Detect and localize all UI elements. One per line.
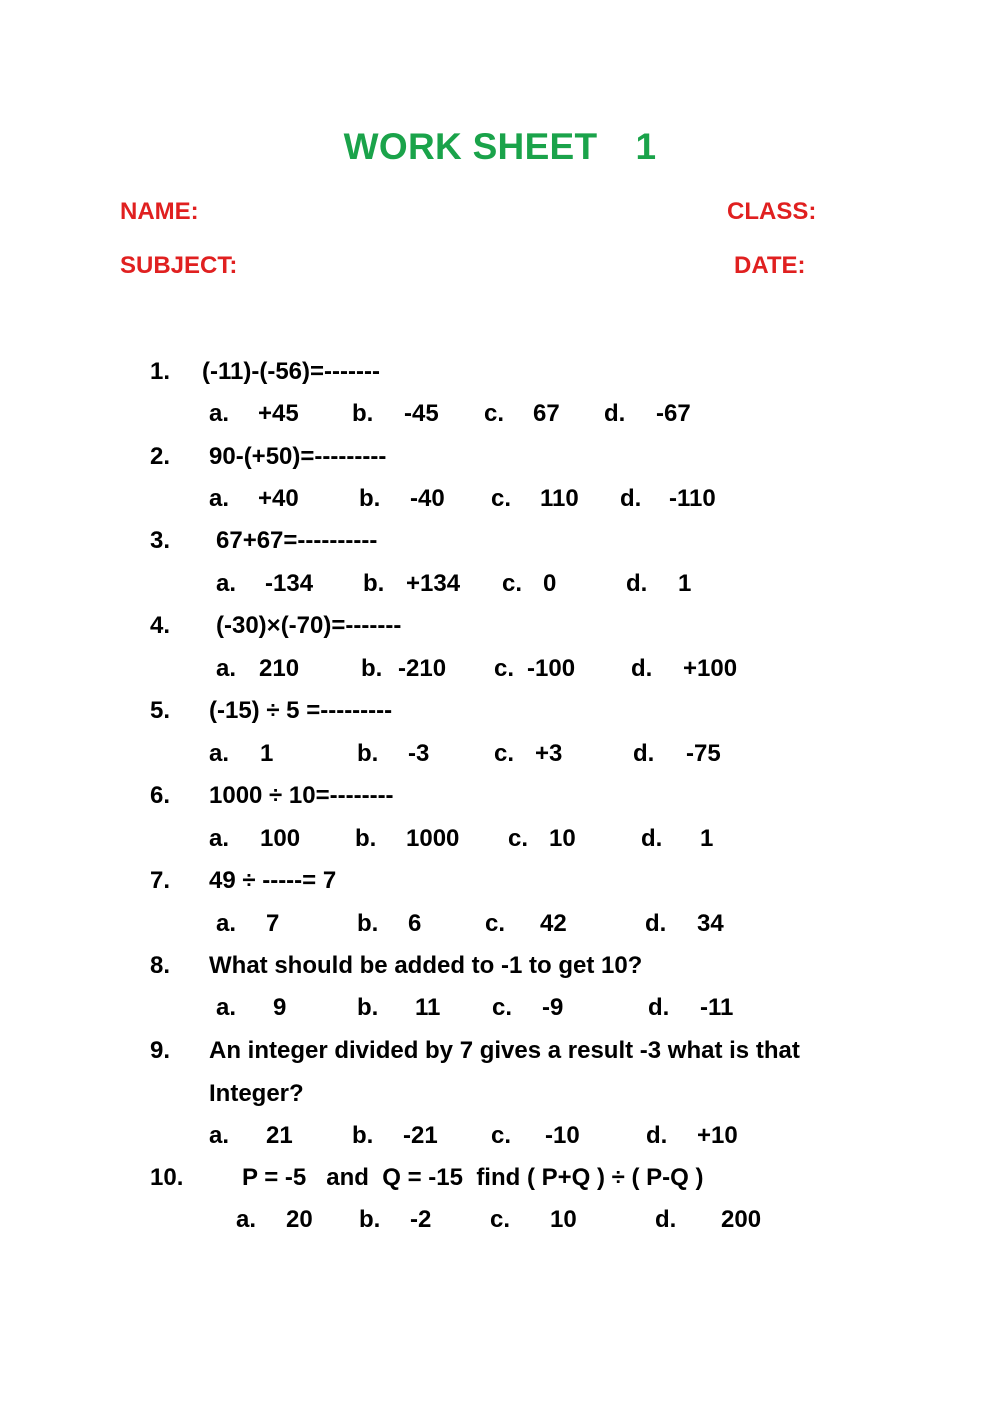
question-text: (-11)-(-56)=-------	[202, 358, 380, 385]
option-value: 7	[266, 910, 280, 937]
option-value: 67	[533, 400, 560, 427]
option-value: 10	[549, 825, 576, 852]
question-number: 7.	[150, 867, 171, 894]
title-number: 1	[635, 126, 657, 167]
option-value: +134	[406, 570, 461, 597]
subject-field-label: SUBJECT:	[120, 252, 238, 279]
option-letter: c.	[490, 1206, 511, 1233]
option-value: 42	[540, 910, 567, 937]
option-value: -45	[404, 400, 439, 427]
option-value: 20	[286, 1206, 313, 1233]
question-number: 9.	[150, 1037, 171, 1064]
option-value: +3	[535, 740, 563, 767]
question-text: (-15) ÷ 5 =---------	[209, 697, 393, 724]
option-letter: a.	[209, 485, 230, 512]
option-value: 0	[543, 570, 557, 597]
option-value: -10	[545, 1122, 580, 1149]
question-text: P = -5 and Q = -15 find ( P+Q ) ÷ ( P-Q )	[242, 1164, 704, 1191]
question-number: 3.	[150, 527, 171, 554]
option-letter: d.	[646, 1122, 668, 1149]
question-number: 10.	[150, 1164, 184, 1191]
option-letter: b.	[355, 825, 377, 852]
question-text: 90-(+50)=---------	[209, 443, 387, 470]
option-value: 9	[273, 994, 287, 1021]
question-number: 4.	[150, 612, 171, 639]
option-letter: d.	[620, 485, 642, 512]
question-number: 5.	[150, 697, 171, 724]
option-letter: c.	[492, 994, 513, 1021]
option-value: 1	[678, 570, 692, 597]
option-value: 210	[259, 655, 300, 682]
option-value: 6	[408, 910, 422, 937]
question-text-continued: Integer?	[209, 1080, 304, 1107]
option-value: -11	[700, 994, 734, 1021]
option-letter: c.	[502, 570, 523, 597]
option-value: -2	[410, 1206, 432, 1233]
option-letter: d.	[631, 655, 653, 682]
option-letter: b.	[357, 994, 379, 1021]
option-letter: b.	[352, 400, 374, 427]
option-value: +10	[697, 1122, 738, 1149]
option-letter: c.	[491, 1122, 512, 1149]
option-letter: c.	[484, 400, 505, 427]
option-letter: d.	[641, 825, 663, 852]
option-letter: d.	[645, 910, 667, 937]
option-value: +45	[258, 400, 299, 427]
option-letter: c.	[491, 485, 512, 512]
option-value: -67	[656, 400, 691, 427]
question-text: (-30)×(-70)=-------	[216, 612, 402, 639]
question-number: 8.	[150, 952, 171, 979]
option-value: -3	[408, 740, 430, 767]
option-value: +100	[683, 655, 738, 682]
option-letter: b.	[352, 1122, 374, 1149]
option-value: 110	[540, 485, 579, 512]
option-value: -75	[686, 740, 721, 767]
option-value: -210	[398, 655, 447, 682]
option-letter: d.	[633, 740, 655, 767]
option-value: 21	[266, 1122, 293, 1149]
option-letter: c.	[494, 740, 515, 767]
option-value: 10	[550, 1206, 577, 1233]
option-letter: a.	[216, 994, 237, 1021]
option-letter: a.	[216, 910, 237, 937]
option-letter: a.	[209, 400, 230, 427]
option-value: 200	[721, 1206, 762, 1233]
question-text: 1000 ÷ 10=--------	[209, 782, 394, 809]
option-letter: a.	[209, 1122, 230, 1149]
option-letter: a.	[216, 570, 237, 597]
option-value: 100	[260, 825, 301, 852]
option-letter: a.	[216, 655, 237, 682]
option-value: 34	[697, 910, 724, 937]
option-value: -21	[403, 1122, 438, 1149]
question-number: 6.	[150, 782, 171, 809]
option-letter: d.	[648, 994, 670, 1021]
option-letter: b.	[361, 655, 383, 682]
question-text: What should be added to -1 to get 10?	[209, 952, 643, 979]
option-value: 11	[415, 994, 441, 1021]
option-letter: b.	[359, 1206, 381, 1233]
option-value: -9	[542, 994, 564, 1021]
option-value: 1000	[406, 825, 460, 852]
option-letter: b.	[357, 910, 379, 937]
question-number: 2.	[150, 443, 171, 470]
option-value: -40	[410, 485, 445, 512]
option-letter: d.	[626, 570, 648, 597]
name-field-label: NAME:	[120, 198, 199, 225]
option-letter: a.	[209, 825, 230, 852]
option-value: -134	[265, 570, 314, 597]
option-letter: d.	[604, 400, 626, 427]
question-text: An integer divided by 7 gives a result -3 what is that	[209, 1037, 800, 1064]
option-value: 1	[700, 825, 714, 852]
worksheet-title	[0, 126, 1000, 168]
question-number: 1.	[150, 358, 171, 385]
option-letter: b.	[363, 570, 385, 597]
option-letter: c.	[494, 655, 515, 682]
option-letter: c.	[485, 910, 506, 937]
option-letter: b.	[359, 485, 381, 512]
title-text: WORK SHEET	[343, 126, 598, 167]
date-field-label: DATE:	[734, 252, 806, 279]
question-text: 49 ÷ -----= 7	[209, 867, 337, 894]
option-value: -110	[669, 485, 716, 512]
option-letter: d.	[655, 1206, 677, 1233]
option-value: +40	[258, 485, 299, 512]
question-text: 67+67=----------	[216, 527, 378, 554]
class-field-label: CLASS:	[727, 198, 817, 225]
option-value: -100	[527, 655, 576, 682]
option-letter: a.	[236, 1206, 257, 1233]
option-letter: b.	[357, 740, 379, 767]
option-letter: a.	[209, 740, 230, 767]
option-value: 1	[260, 740, 274, 767]
option-letter: c.	[508, 825, 529, 852]
